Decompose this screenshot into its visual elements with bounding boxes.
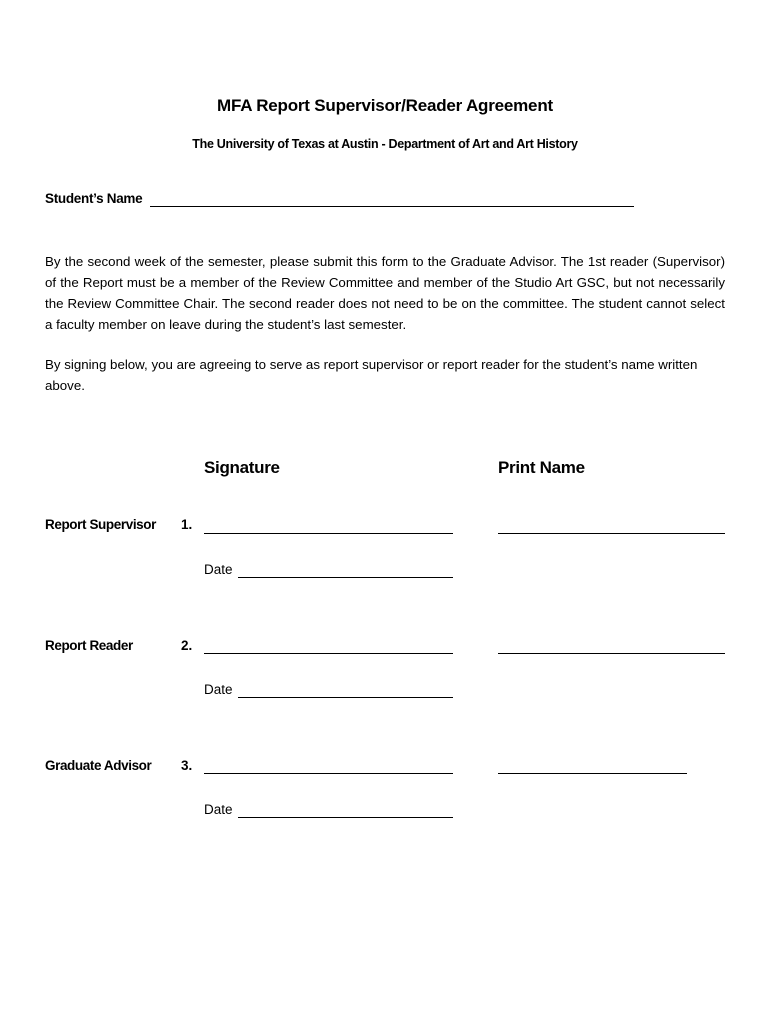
- reader-signature-field[interactable]: [204, 653, 453, 654]
- supervisor-signature-field[interactable]: [204, 533, 453, 534]
- graduate-advisor-label: Graduate Advisor: [45, 758, 152, 773]
- reader-date-label: Date: [204, 682, 233, 697]
- reader-print-name-field[interactable]: [498, 653, 725, 654]
- student-name-label: Student’s Name: [45, 191, 143, 206]
- signature-column-heading: Signature: [204, 458, 280, 477]
- report-supervisor-label: Report Supervisor: [45, 517, 156, 532]
- agreement-paragraph: By signing below, you are agreeing to serve as report supervisor or report reader for the student’s name written above.: [45, 357, 698, 393]
- form-title: MFA Report Supervisor/Reader Agreement: [217, 96, 553, 115]
- student-name-field[interactable]: [150, 206, 634, 207]
- supervisor-date-label: Date: [204, 562, 233, 577]
- advisor-date-field[interactable]: [238, 817, 453, 818]
- form-subtitle: The University of Texas at Austin - Department of Art and Art History: [192, 137, 578, 151]
- supervisor-print-name-field[interactable]: [498, 533, 725, 534]
- report-reader-label: Report Reader: [45, 638, 133, 653]
- print-name-column-heading: Print Name: [498, 458, 585, 477]
- advisor-signature-field[interactable]: [204, 773, 453, 774]
- row-number: 2.: [181, 638, 193, 653]
- supervisor-date-field[interactable]: [238, 577, 453, 578]
- row-number: 3.: [181, 758, 193, 773]
- reader-date-field[interactable]: [238, 697, 453, 698]
- row-number: 1.: [181, 517, 193, 532]
- advisor-date-label: Date: [204, 802, 233, 817]
- instructions-paragraph: By the second week of the semester, please submit this form to the Graduate Advisor. The 1st reader (Supervisor) of the Report must be a member of the Review Committee and member of the Studio Art GSC, but not necessarily the Review Committee Chair. The second reader does not need to be on the committee. The student cannot select a faculty member on leave during the student’s last semester.: [45, 254, 725, 332]
- advisor-print-name-field[interactable]: [498, 773, 687, 774]
